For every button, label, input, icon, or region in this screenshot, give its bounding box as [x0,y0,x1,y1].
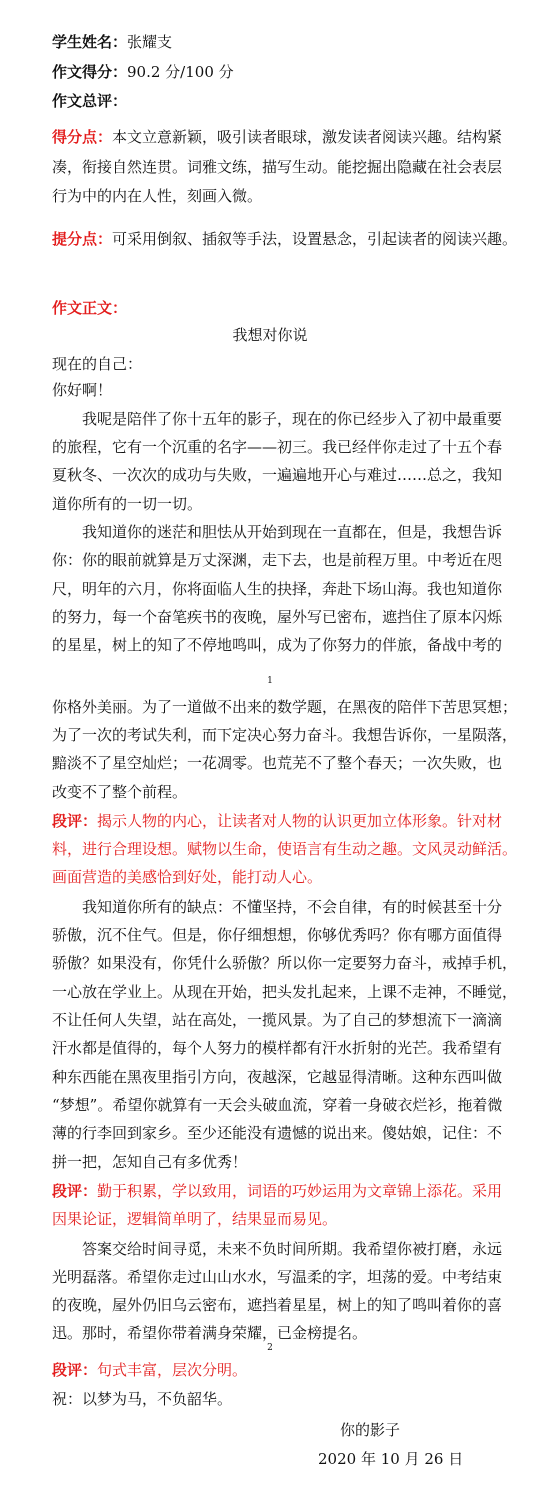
merit-line-3: 行为中的内在人性，刻画入微。 [52,187,263,205]
improve-text: 可采用倒叙、插叙等手法，设置悬念，引起读者的阅读兴趣。 [112,230,518,248]
comment3-text: 句式丰富，层次分明。 [97,1361,248,1379]
score-value: 90.2 分/100 分 [127,63,234,81]
overall-review-label: 作文总评： [52,92,128,110]
merit-label: 得分点： [52,128,113,146]
comment1-text-1: 揭示人物的内心，让读者对人物的认识更加立体形象。针对材 [97,812,503,830]
comment1-label: 段评： [52,812,98,830]
page-number-2: 2 [267,1343,273,1353]
para1-line-3: 夏秋冬、一次次的成功与失败，一遍遍地开心与难过……总之，我知 [52,466,503,484]
essay-signature: 你的影子 [340,1421,401,1439]
essay-salutation: 现在的自己： [52,355,143,373]
comment3-line [52,1360,247,1380]
para3-line-10: 拼一把，怎知自己有多优秀！ [52,1153,248,1171]
para2-line-1: 我知道你的迷茫和胆怯从开始到现在一直都在，但是，我想告诉 [82,523,503,541]
comment2-text-1: 勤于积累，学以致用，词语的巧妙运用为文章锦上添花。采用 [97,1182,503,1200]
para3-line-9: 薄的行李回到家乡。至少还能没有遗憾的说出来。傻姑娘，记住：不 [52,1124,503,1142]
comment2-line-2: 因果论证，逻辑简单明了，结果显而易见。 [52,1210,338,1228]
para2-cont-line-2: 为了一次的考试失利，而下定决心努力奋斗。我想告诉你，一星陨落， [52,726,518,744]
para3-line-7: 种东西能在黑夜里指引方向，夜越深，它越显得清晰。这种东西叫做 [52,1068,503,1086]
merit-text-1: 本文立意新颖，吸引读者眼球，激发读者阅读兴趣。结构紧 [112,128,503,146]
comment3-label: 段评： [52,1361,98,1379]
improve-line [52,229,517,249]
para1-line-4: 道你所有的一切一切。 [52,495,203,513]
comment1-line-2: 料，进行合理设想。赋物以生命，使语言有生动之趣。文风灵动鲜活。 [52,840,518,858]
merit-line-2: 凑，衔接自然连贯。词雅文练，描写生动。能挖掘出隐藏在社会表层 [52,158,503,176]
para4-line-3: 的夜晚，屋外仍旧乌云密布，遮挡着星星，树上的知了鸣叫着你的喜 [52,1296,503,1314]
essay-closing: 祝：以梦为马，不负韶华。 [52,1390,233,1408]
para3-line-2: 骄傲，沉不住气。但是，你仔细想想，你够优秀吗？你有哪方面值得 [52,926,503,944]
para4-line-2: 光明磊落。希望你走过山山水水，写温柔的字，坦荡的爱。中考结束 [52,1268,503,1286]
comment2-label: 段评： [52,1182,98,1200]
para2-cont-line-1: 你格外美丽。为了一道做不出来的数学题，在黑夜的陪伴下苦思冥想； [52,698,518,716]
para3-line-3: 骄傲？如果没有，你凭什么骄傲？所以你一定要努力奋斗，戒掉手机， [52,954,518,972]
para2-line-2: 你：你的眼前就算是万丈深渊，走下去，也是前程万里。中考近在咫 [52,551,503,569]
comment1-line-3: 画面营造的美感恰到好处，能打动人心。 [52,868,323,886]
para4-line-1: 答案交给时间寻觅，未来不负时间所期。我希望你被打磨，永远 [82,1240,503,1258]
para4-line-4: 迅。那时，希望你带着满身荣耀，已金榜提名。 [52,1324,368,1342]
para2-line-3: 尺，明年的六月，你将面临人生的抉择，奔赴下场山海。我也知道你 [52,580,503,598]
essay-date: 2020 年 10 月 26 日 [318,1450,464,1468]
improve-label: 提分点： [52,230,113,248]
para2-cont-line-3: 黯淡不了星空灿烂；一花凋零。也荒芜不了整个春天；一次失败，也 [52,754,503,772]
para2-line-4: 的努力，每一个奋笔疾书的夜晚，屋外写已密布，遮挡住了原本闪烁 [52,608,503,626]
para3-line-8: “梦想”。希望你就算有一天会头破血流，穿着一身破衣烂衫，拖着微 [52,1096,503,1114]
para3-line-6: 汗水都是值得的，每个人努力的模样都有汗水折射的光芒。我希望有 [52,1039,503,1057]
comment2-line-1 [52,1181,502,1201]
essay-greeting: 你好啊！ [52,381,113,399]
essay-title: 我想对你说 [232,326,308,344]
score-label: 作文得分： [52,63,128,81]
merit-line-1 [52,127,502,147]
para2-cont-line-4: 改变不了整个前程。 [52,783,188,801]
student-name-row [52,32,172,52]
para3-line-5: 不让任何人失望，站在高处，一揽风景。为了自己的梦想流下一滴滴 [52,1011,503,1029]
para3-line-1: 我知道你所有的缺点：不懂坚持，不会自律，有的时候甚至十分 [82,898,503,916]
page-number-1: 1 [267,676,273,686]
para1-line-1: 我呢是陪伴了你十五年的影子，现在的你已经步入了初中最重要 [82,410,503,428]
para1-line-2: 的旅程，它有一个沉重的名字——初三。我已经伴你走过了十五个春 [52,438,503,456]
essay-section-label: 作文正文： [52,299,128,317]
student-name-label: 学生姓名： [52,33,128,51]
para2-line-5: 的星星，树上的知了不停地鸣叫，成为了你努力的伴旅，备战中考的 [52,636,503,654]
para3-line-4: 一心放在学业上。从现在开始，把头发扎起来，上课不走神，不睡觉， [52,983,518,1001]
comment1-line-1 [52,811,502,831]
score-row [52,62,234,82]
student-name-value: 张耀支 [127,33,173,51]
